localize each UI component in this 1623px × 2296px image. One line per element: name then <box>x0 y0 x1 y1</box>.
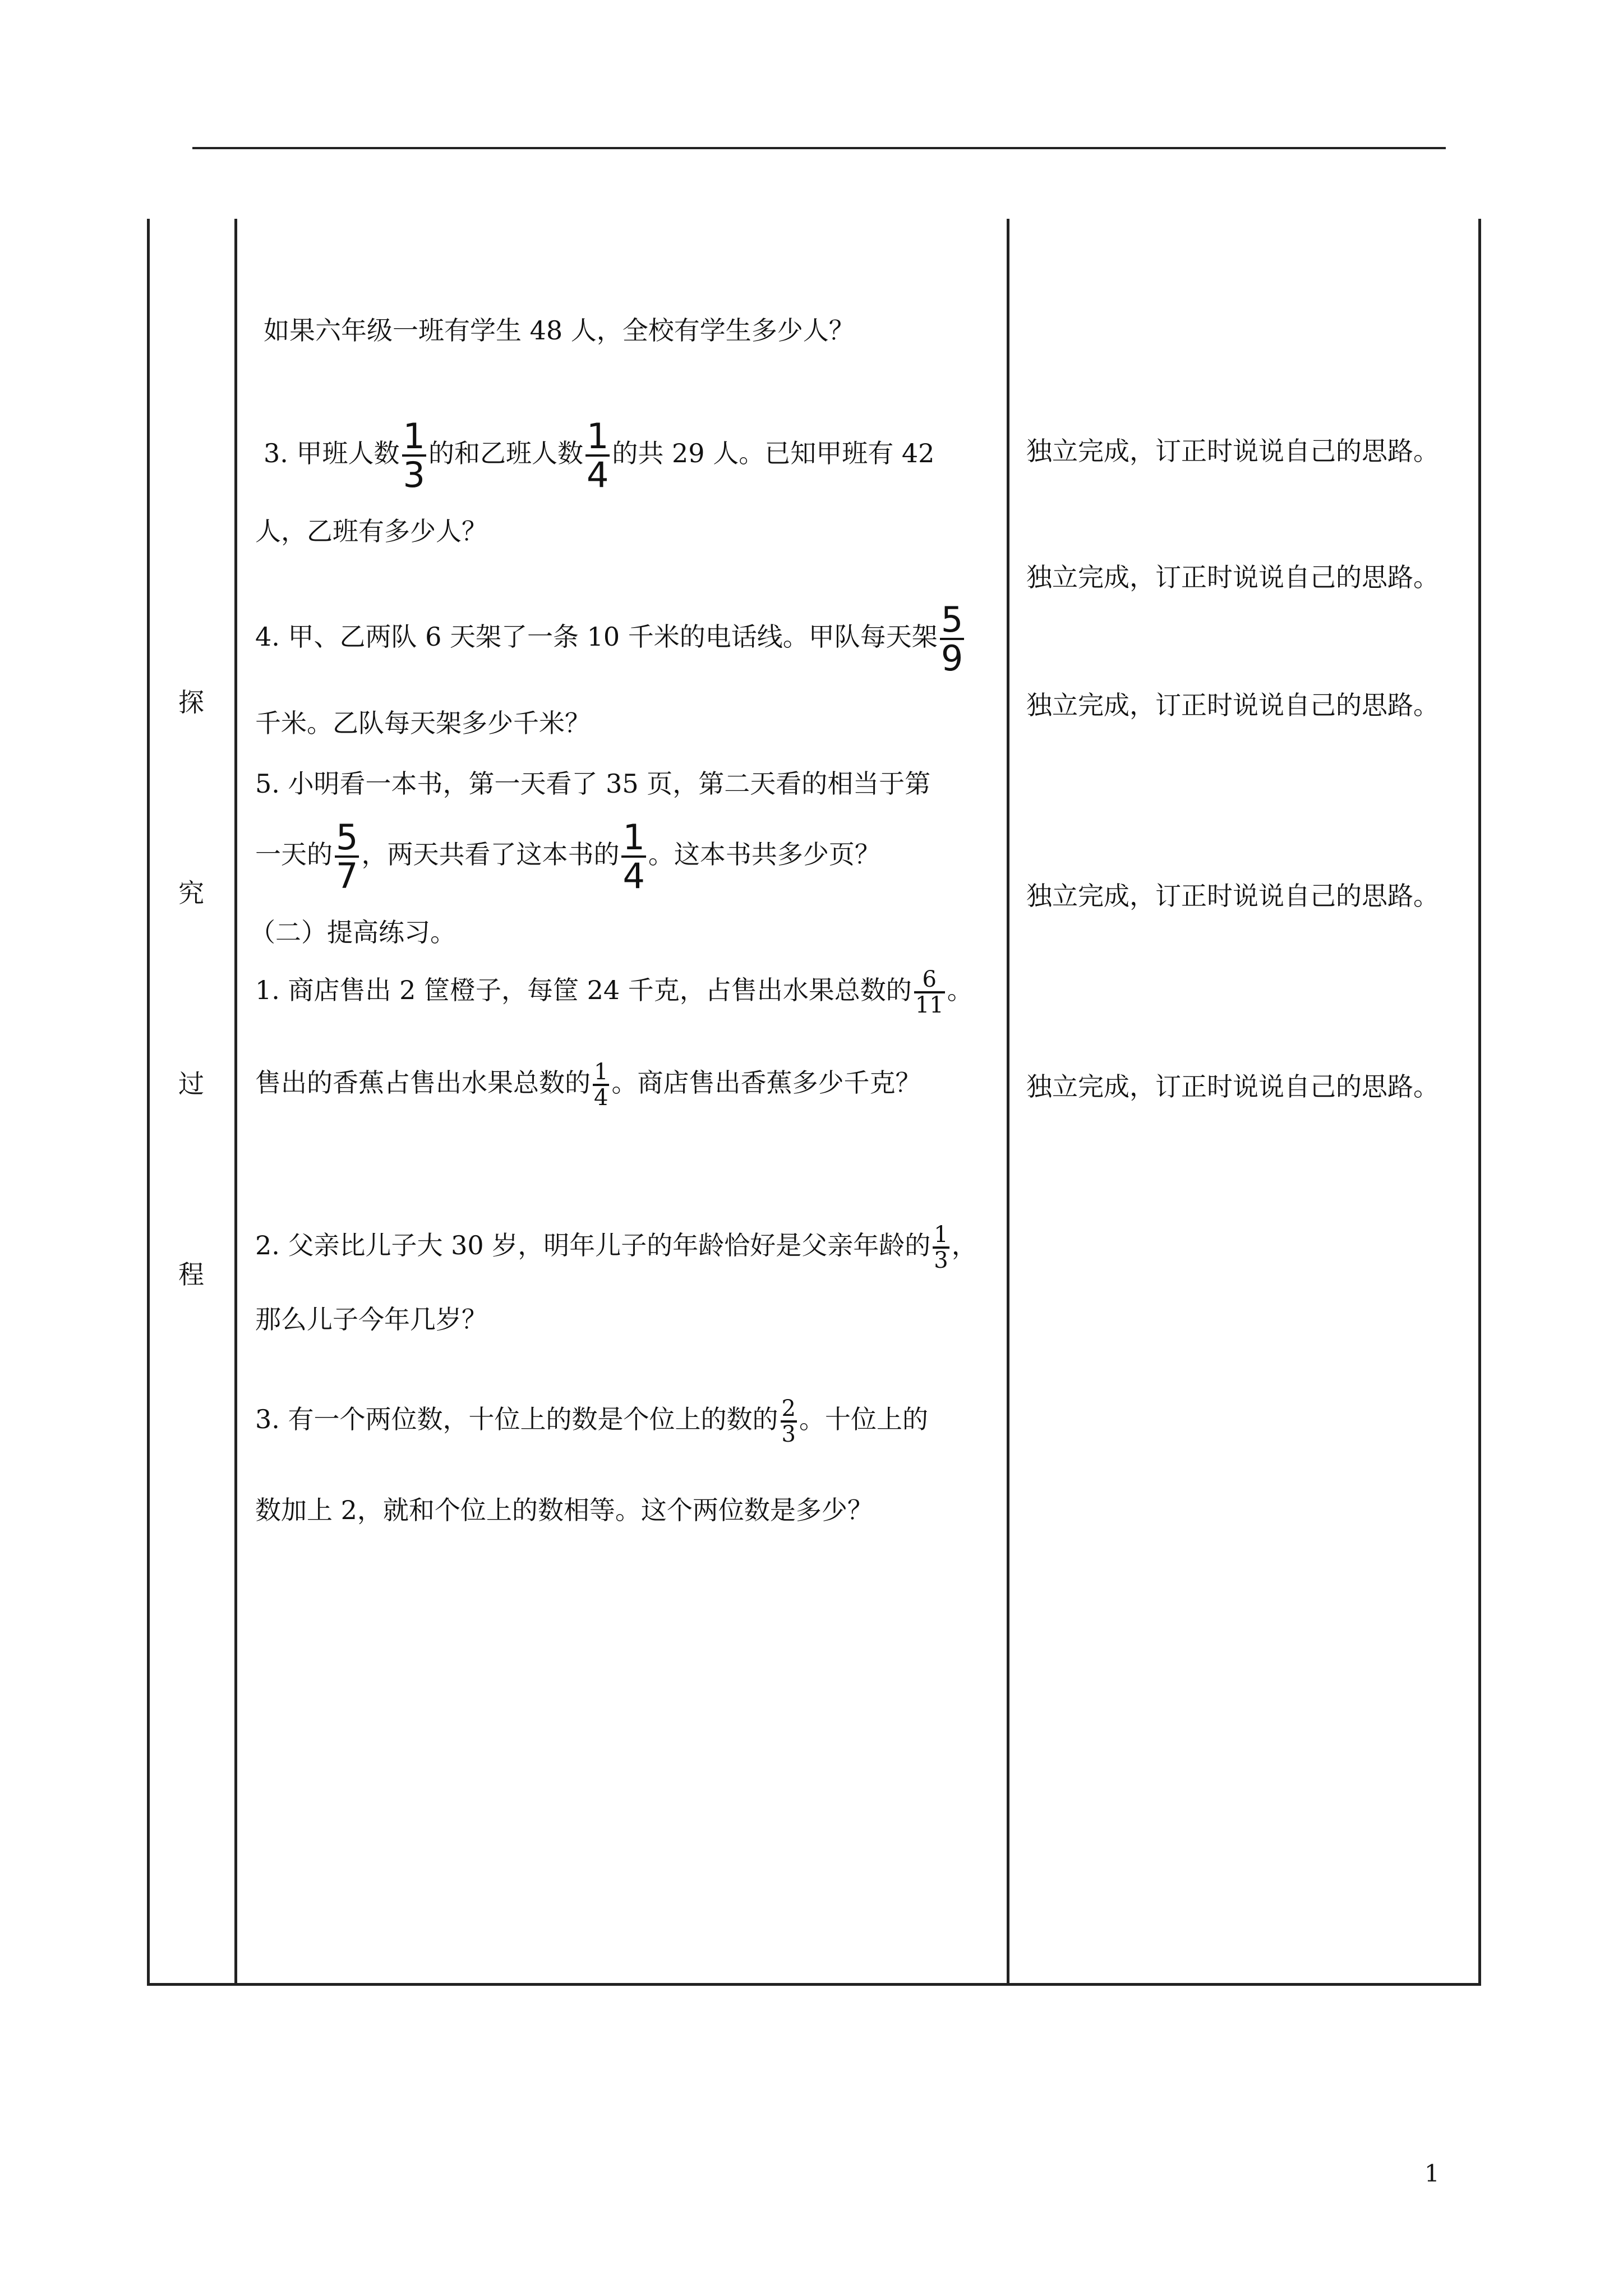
fraction <box>914 968 945 1017</box>
question-line <box>255 968 1001 1017</box>
question-text: 2. 父亲比儿子大 30 岁，明年儿子的年龄恰好是父亲年龄的 <box>255 1230 931 1260</box>
fraction-numerator: 1 <box>403 416 425 457</box>
fraction-denominator: 3 <box>403 454 425 496</box>
question-line <box>255 1495 1001 1526</box>
comment-text: 独立完成，订正时说说自己的思路。 <box>1026 690 1439 720</box>
fraction <box>621 817 645 897</box>
comment-text: 独立完成，订正时说说自己的思路。 <box>1026 562 1439 592</box>
comment-text: 独立完成，订正时说说自己的思路。 <box>1026 881 1439 911</box>
fraction-denominator: 3 <box>934 1248 948 1273</box>
question-text: 3. 有一个两位数，十位上的数是个位上的数的 <box>255 1404 778 1434</box>
question-text: 。这本书共多少页？ <box>648 839 880 870</box>
question-text: 1. 商店售出 2 筐橙子，每筐 24 千克，占售出水果总数的 <box>255 975 912 1005</box>
header-rule <box>192 147 1446 149</box>
side-label-cell <box>147 219 236 1997</box>
fraction <box>781 1397 797 1446</box>
fraction-denominator: 11 <box>915 992 944 1018</box>
fraction <box>933 1223 949 1272</box>
question-text: 售出的香蕉占售出水果总数的 <box>255 1068 591 1098</box>
question-text: ， <box>951 1230 978 1260</box>
question-line <box>255 1060 1001 1110</box>
fraction-numerator: 1 <box>623 817 645 858</box>
question-line <box>255 516 1001 547</box>
side-label-char: 程 <box>178 1259 204 1290</box>
question-text: 千米。乙队每天架多少千米？ <box>255 708 591 738</box>
fraction-denominator: 9 <box>940 638 963 679</box>
question-text: 数加上 2，就和个位上的数相等。这个两位数是多少？ <box>255 1495 873 1525</box>
fraction-numerator: 1 <box>594 1059 608 1085</box>
fraction-denominator: 4 <box>594 1085 608 1111</box>
question-text: 人，乙班有多少人？ <box>255 516 487 546</box>
question-text: 。商店售出香蕉多少千克？ <box>611 1068 921 1098</box>
fraction-denominator: 4 <box>623 855 645 897</box>
comment-text: 独立完成，订正时说说自己的思路。 <box>1026 1071 1439 1102</box>
question-line <box>255 601 1001 677</box>
question-text: 的和乙班人数 <box>428 438 583 469</box>
question-text: 一天的 <box>255 839 333 870</box>
fraction-numerator: 2 <box>781 1396 796 1421</box>
question-line <box>250 917 995 948</box>
fraction-numerator: 5 <box>336 817 358 858</box>
fraction-numerator: 6 <box>922 967 937 992</box>
section-heading: （二）提高练习。 <box>250 917 456 947</box>
question-line <box>255 1304 1001 1335</box>
side-label-char: 过 <box>178 1069 204 1099</box>
question-text: 。十位上的 <box>799 1404 928 1434</box>
side-label-char: 探 <box>178 687 204 717</box>
question-line <box>255 1223 1001 1272</box>
question-line <box>255 708 1001 739</box>
fraction <box>402 416 426 496</box>
question-line <box>255 817 1001 897</box>
question-text: 3. 甲班人数 <box>264 438 400 469</box>
question-text: 如果六年级一班有学生 48 人，全校有学生多少人？ <box>264 315 855 346</box>
question-line <box>255 1397 1001 1446</box>
fraction-numerator: 5 <box>940 599 963 640</box>
question-text: 的共 29 人。已知甲班有 42 <box>612 438 935 469</box>
fraction-numerator: 1 <box>586 416 609 457</box>
question-text: 。 <box>947 975 973 1005</box>
fraction-numerator: 1 <box>934 1222 948 1248</box>
fraction-denominator: 4 <box>586 454 609 496</box>
side-label-char: 究 <box>178 878 204 908</box>
question-line <box>264 416 1009 496</box>
question-line <box>255 769 1001 799</box>
question-text: ，两天共看了这本书的 <box>361 839 620 870</box>
question-line <box>264 315 1009 346</box>
question-text: 那么儿子今年几岁？ <box>255 1304 487 1335</box>
table-border-bottom <box>147 1983 1481 1986</box>
comment-text: 独立完成，订正时说说自己的思路。 <box>1026 436 1439 466</box>
fraction <box>585 416 610 496</box>
fraction-denominator: 7 <box>336 855 358 897</box>
page-number: 1 <box>1424 2160 1440 2187</box>
question-text: 5. 小明看一本书，第一天看了 35 页，第二天看的相当于第 <box>255 769 931 799</box>
fraction-denominator: 3 <box>781 1421 796 1447</box>
fraction <box>593 1060 609 1110</box>
fraction <box>335 817 359 897</box>
fraction <box>940 601 964 677</box>
question-text: 4. 甲、乙两队 6 天架了一条 10 千米的电话线。甲队每天架 <box>255 622 938 652</box>
